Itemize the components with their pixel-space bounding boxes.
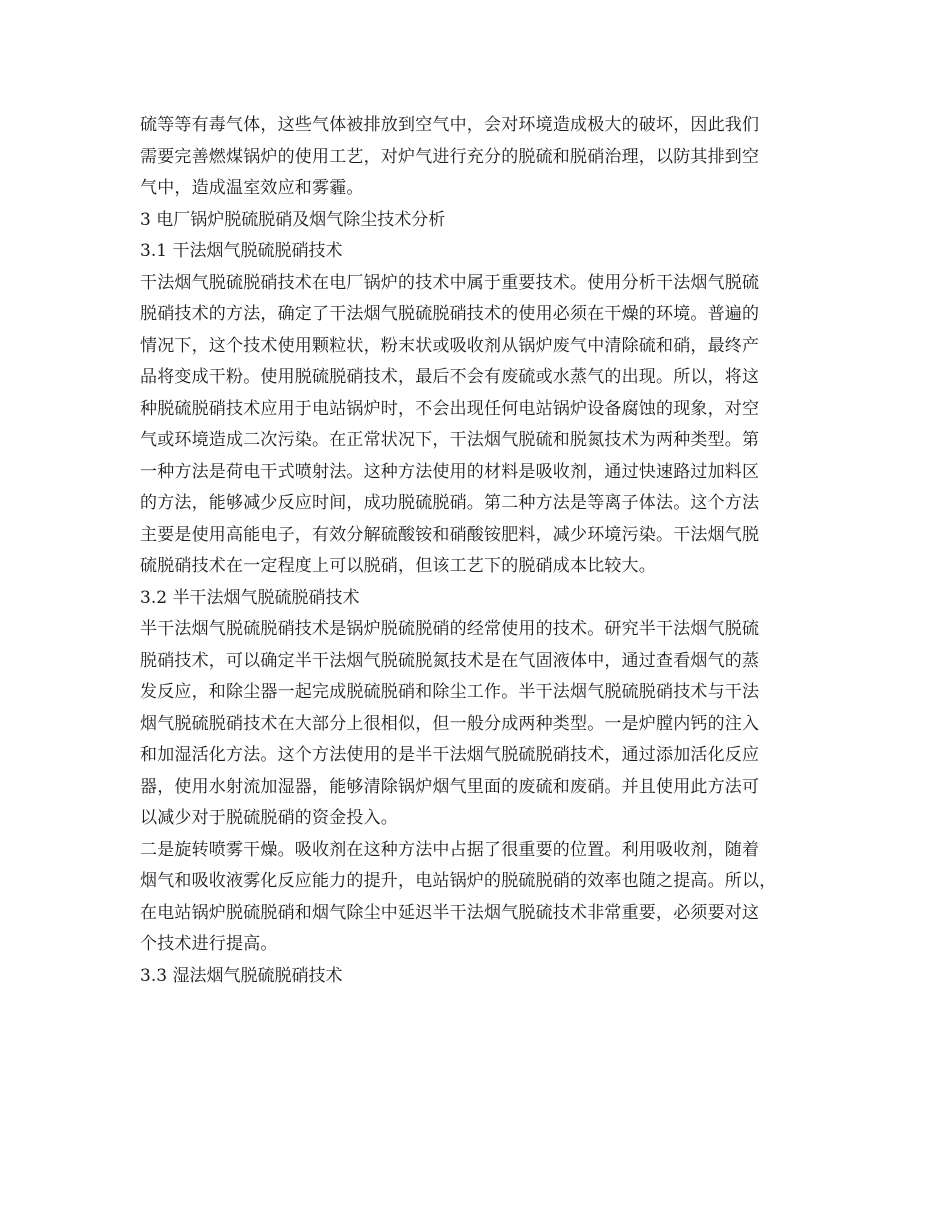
text-line: 主要是使用高能电子，有效分解硫酸铵和硝酸铵肥料，减少环境污染。干法烟气脱 [140,524,760,545]
paragraph-semi-dry-method [140,614,820,835]
text-line: 烟气脱硫脱硝技术在大部分上很相似，但一般分成两种类型。一是炉膛内钙的注入 [140,713,760,734]
subsection-heading-3-3: 3.3 湿法烟气脱硫脱硝技术 [140,965,343,986]
text-line: 气中，造成温室效应和雾霾。 [140,178,364,198]
text-line: 脱硝技术的方法，确定了干法烟气脱硫脱硝技术的使用必须在干燥的环境。普遍的 [140,304,760,324]
text-line: 的方法，能够减少反应时间，成功脱硫脱硝。第二种方法是等离子体法。这个方法 [140,493,760,513]
text-line: 在电站锅炉脱硫脱硝和烟气除尘中延迟半干法烟气脱硫技术非常重要，必须要对这 [140,902,760,923]
text-line: 半干法烟气脱硫脱硝技术是锅炉脱硫脱硝的经常使用的技术。研究半干法烟气脱硫 [140,619,760,639]
text-line: 情况下，这个技术使用颗粒状，粉末状或吸收剂从锅炉废气中清除硫和硝，最终产 [140,335,760,356]
text-line: 干法烟气脱硫脱硝技术在电厂锅炉的技术中属于重要技术。使用分析干法烟气脱硫 [140,272,760,293]
text-line: 个技术进行提高。 [140,934,278,954]
text-line: 种脱硫脱硝技术应用于电站锅炉时，不会出现任何电站锅炉设备腐蚀的现象，对空 [140,398,760,419]
subsection-heading-3-1: 3.1 干法烟气脱硫脱硝技术 [140,241,343,261]
text-line: 烟气和吸收液雾化反应能力的提升，电站锅炉的脱硫脱硝的效率也随之提高。所以， [140,871,777,891]
paragraph-spray-drying [140,835,820,961]
text-line: 发反应，和除尘器一起完成脱硫脱硝和除尘工作。半干法烟气脱硫脱硝技术与干法 [140,682,760,702]
text-line: 硫等等有毒气体，这些气体被排放到空气中，会对环境造成极大的破坏，因此我们 [140,115,760,135]
paragraph-intro-continued [140,110,820,205]
text-line: 以减少对于脱硫脱硝的资金投入。 [140,808,398,828]
text-line: 气或环境造成二次污染。在正常状况下，干法烟气脱硫和脱氮技术为两种类型。第 [140,430,760,450]
section-heading-3: 3 电厂锅炉脱硫脱硝及烟气除尘技术分析 [140,209,446,230]
subsection-heading-3-2: 3.2 半干法烟气脱硫脱硝技术 [140,587,360,608]
text-line: 脱硝技术，可以确定半干法烟气脱硫脱氮技术是在气固液体中，通过查看烟气的蒸 [140,650,760,671]
text-line: 一种方法是荷电干式喷射法。这种方法使用的材料是吸收剂，通过快速路过加料区 [140,461,760,482]
text-line: 和加湿活化方法。这个方法使用的是半干法烟气脱硫脱硝技术，通过添加活化反应 [140,745,760,765]
text-line: 硫脱硝技术在一定程度上可以脱硝，但该工艺下的脱硝成本比较大。 [140,556,656,576]
document-page [140,110,820,992]
text-line: 器，使用水射流加湿器，能够清除锅炉烟气里面的废硫和废硝。并且使用此方法可 [140,776,760,797]
text-line: 品将变成干粉。使用脱硫脱硝技术，最后不会有废硫或水蒸气的出现。所以，将这 [140,367,760,387]
text-line: 二是旋转喷雾干燥。吸收剂在这种方法中占据了很重要的位置。利用吸收剂，随着 [140,839,760,860]
paragraph-dry-method [140,268,820,583]
text-line: 需要完善燃煤锅炉的使用工艺，对炉气进行充分的脱硫和脱硝治理，以防其排到空 [140,146,760,167]
